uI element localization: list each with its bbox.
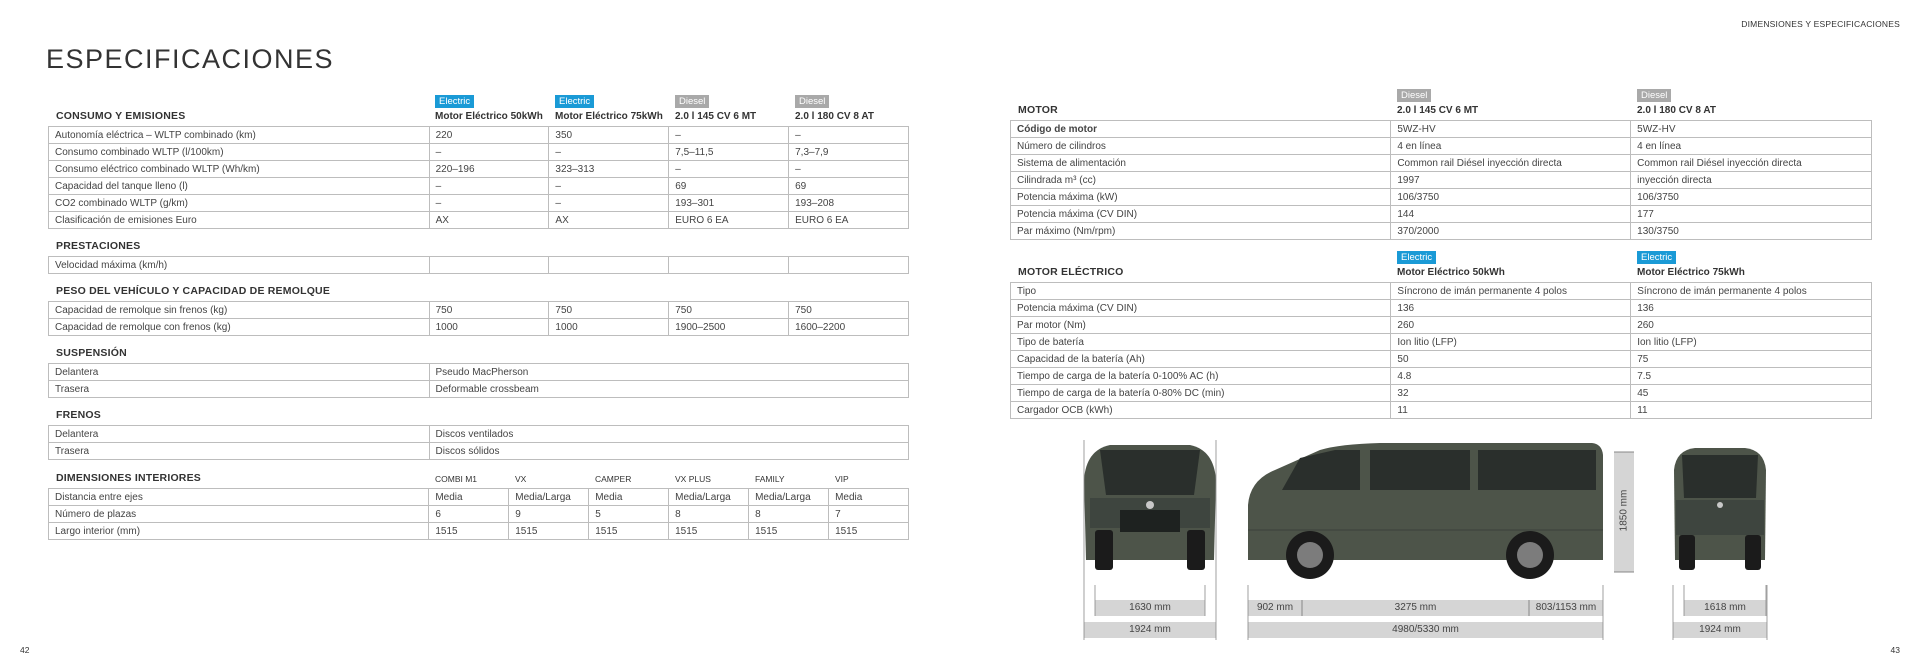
cell-value: 7,5–11,5 [669,144,789,161]
cell-value: – [429,195,549,212]
row-label: Consumo eléctrico combinado WLTP (Wh/km) [49,161,430,178]
table-row [49,523,909,540]
electric-badge: Electric [1397,251,1436,264]
table-row [49,319,909,336]
height-label: 1850 mm [1618,489,1630,532]
prestaciones-header [48,228,909,256]
front-width-label: 1924 mm [1129,624,1171,635]
col-electric-50 [435,95,543,122]
peso-table [48,273,909,336]
cell-value: 50 [1391,351,1631,368]
cell-value: 1900–2500 [669,319,789,336]
cell-value: 1997 [1391,172,1631,189]
cell-value: Síncrono de imán permanente 4 polos [1391,283,1631,300]
cell-value: – [429,144,549,161]
cell-value: AX [429,212,549,229]
cell-value: Deformable crossbeam [429,381,908,398]
table-row [49,144,909,161]
col-label: Motor Eléctrico 50kWh [435,111,543,122]
cell-value: Pseudo MacPherson [429,364,908,381]
cell-value: 750 [549,302,669,319]
row-label: Tipo [1011,283,1391,300]
cell-value: 8 [669,506,749,523]
cell-value: – [549,144,669,161]
row-label: Delantera [49,426,430,443]
row-label: Tipo de batería [1011,334,1391,351]
col-vx: VX [515,474,527,484]
cell-value: 177 [1631,206,1872,223]
rear-width-label: 1924 mm [1699,624,1741,635]
row-label: Trasera [49,381,430,398]
cell-value: 1000 [549,319,669,336]
row-label: Par motor (Nm) [1011,317,1391,334]
row-label: Número de plazas [49,506,429,523]
cell-value: Discos sólidos [429,443,908,460]
cell-value: 1515 [749,523,829,540]
cell-value: 370/2000 [1391,223,1631,240]
cell-value: 69 [669,178,789,195]
col-label: Motor Eléctrico 50kWh [1397,267,1505,278]
table-row [49,257,909,274]
diesel-badge: Diesel [795,95,829,108]
cell-value: inyección directa [1631,172,1872,189]
diesel-badge: Diesel [675,95,709,108]
row-label: Código de motor [1011,121,1391,138]
cell-value: 106/3750 [1631,189,1872,206]
col-label: 2.0 l 145 CV 6 MT [1397,105,1479,116]
row-label: Delantera [49,364,430,381]
cell-value: 5 [589,506,669,523]
col-label: Motor Eléctrico 75kWh [555,111,663,122]
row-label: Trasera [49,443,430,460]
table-row [49,364,909,381]
cell-value: Media [429,489,509,506]
suspension-table [48,335,909,398]
col-label: 2.0 l 145 CV 6 MT [675,111,757,122]
prestaciones-table [48,228,909,274]
row-label: Cargador OCB (kWh) [1011,402,1391,419]
cell-value: 1515 [669,523,749,540]
cell-value: Media/Larga [669,489,749,506]
table-row [49,489,909,506]
col-vxplus: VX PLUS [675,474,711,484]
cell-value: 323–313 [549,161,669,178]
cell-value: 1600–2200 [789,319,909,336]
consumo-header [48,82,909,126]
right-page [960,0,1920,672]
cell-value: 750 [429,302,549,319]
peso-title: PESO DEL VEHÍCULO Y CAPACIDAD DE REMOLQUE [56,285,331,297]
row-label: Clasificación de emisiones Euro [49,212,430,229]
van-side-view [1248,443,1603,579]
cell-value: Discos ventilados [429,426,908,443]
col-label: 2.0 l 180 CV 8 AT [795,111,874,122]
col-label: Motor Eléctrico 75kWh [1637,267,1745,278]
cell-value: 75 [1631,351,1872,368]
cell-value [429,257,549,274]
van-front-view [1084,445,1216,570]
cell-value: 6 [429,506,509,523]
cell-value: 260 [1391,317,1631,334]
row-label: Potencia máxima (CV DIN) [1011,206,1391,223]
frenos-rows [48,425,909,460]
frenos-table [48,397,909,460]
cell-value: 5WZ-HV [1391,121,1631,138]
col-camper: CAMPER [595,474,632,484]
cell-value: 136 [1631,300,1872,317]
front-track-label: 1630 mm [1129,602,1171,613]
interiores-title: DIMENSIONES INTERIORES [56,472,202,484]
table-row [49,195,909,212]
cell-value: 220 [429,127,549,144]
cell-value: 5WZ-HV [1631,121,1872,138]
prestaciones-title: PRESTACIONES [56,240,141,252]
row-label: Capacidad del tanque lleno (l) [49,178,430,195]
cell-value: 193–301 [669,195,789,212]
cell-value: 1515 [429,523,509,540]
table-row [49,302,909,319]
cell-value: Media/Larga [509,489,589,506]
cell-value: – [549,195,669,212]
page-title: ESPECIFICACIONES [46,44,335,74]
cell-value: EURO 6 EA [669,212,789,229]
cell-value: 9 [509,506,589,523]
row-label: Tiempo de carga de la batería 0-80% DC (min) [1011,385,1391,402]
interiores-table [48,460,909,540]
row-label: Capacidad de remolque con frenos (kg) [49,319,430,336]
cell-value: – [789,127,909,144]
row-label: Largo interior (mm) [49,523,429,540]
prestaciones-rows [48,256,909,274]
table-row [49,161,909,178]
cell-value: 136 [1391,300,1631,317]
motor-electrico-title: MOTOR ELÉCTRICO [1018,266,1124,278]
cell-value: 220–196 [429,161,549,178]
table-row [49,426,909,443]
cell-value: AX [549,212,669,229]
cell-value: – [789,161,909,178]
peso-rows [48,301,909,336]
row-label: Potencia máxima (kW) [1011,189,1391,206]
cell-value: 193–208 [789,195,909,212]
cell-value: 11 [1391,402,1631,419]
row-label: Sistema de alimentación [1011,155,1391,172]
table-row [49,127,909,144]
table-row [49,178,909,195]
cell-value: – [669,127,789,144]
col-electric-75 [555,95,663,122]
cell-value: 69 [789,178,909,195]
cell-value: 7 [829,506,909,523]
col-family: FAMILY [755,474,785,484]
cell-value: 7,3–7,9 [789,144,909,161]
electric-badge: Electric [1637,251,1676,264]
suspension-title: SUSPENSIÓN [56,347,127,359]
page-number-left: 42 [20,645,30,655]
interiores-rows [48,488,909,540]
cell-value: 750 [669,302,789,319]
cell-value: Síncrono de imán permanente 4 polos [1631,283,1872,300]
cell-value: Common rail Diésel inyección directa [1631,155,1872,172]
cell-value: 1515 [509,523,589,540]
electric-badge: Electric [435,95,474,108]
cell-value: Media/Larga [749,489,829,506]
row-label: Capacidad de la batería (Ah) [1011,351,1391,368]
cell-value [549,257,669,274]
cell-value: EURO 6 EA [789,212,909,229]
cell-value: 106/3750 [1391,189,1631,206]
cell-value: 1515 [589,523,669,540]
cell-value: – [549,178,669,195]
wheelbase-label: 3275 mm [1394,602,1437,613]
frenos-header [48,397,909,425]
cell-value: Media [829,489,909,506]
col-diesel-180 [795,95,874,122]
rear-track-label: 1618 mm [1704,602,1746,613]
cell-value [669,257,789,274]
diesel-badge: Diesel [1397,89,1431,102]
row-label: Consumo combinado WLTP (l/100km) [49,144,430,161]
row-label: Distancia entre ejes [49,489,429,506]
row-label: Cilindrada m³ (cc) [1011,172,1391,189]
cell-value: Ion litio (LFP) [1391,334,1631,351]
interiores-header [48,460,909,488]
van-rear-view [1674,448,1766,570]
front-overhang-label: 902 mm [1256,602,1294,613]
table-row [49,212,909,229]
cell-value: 1515 [829,523,909,540]
cell-value: 350 [549,127,669,144]
cell-value: 130/3750 [1631,223,1872,240]
electric-badge: Electric [555,95,594,108]
row-label: Potencia máxima (CV DIN) [1011,300,1391,317]
cell-value [789,257,909,274]
col-vip: VIP [835,474,849,484]
cell-value: – [669,161,789,178]
consumo-table [48,82,909,229]
vehicle-dimensions-drawing [960,0,1920,672]
rear-overhang-label: 803/1153 mm [1535,602,1597,613]
consumo-rows [48,126,909,229]
row-label: Capacidad de remolque sin frenos (kg) [49,302,430,319]
cell-value: 4.8 [1391,368,1631,385]
length-label: 4980/5330 mm [1392,624,1459,635]
suspension-header [48,335,909,363]
cell-value: 1000 [429,319,549,336]
col-combi: COMBI M1 [435,474,478,484]
cell-value: Ion litio (LFP) [1631,334,1872,351]
row-label: Autonomía eléctrica – WLTP combinado (km) [49,127,430,144]
cell-value: Media [589,489,669,506]
cell-value: 260 [1631,317,1872,334]
col-label: 2.0 l 180 CV 8 AT [1637,105,1716,116]
cell-value: 8 [749,506,829,523]
cell-value: – [429,178,549,195]
cell-value: 4 en línea [1631,138,1872,155]
cell-value: 45 [1631,385,1872,402]
frenos-title: FRENOS [56,409,101,421]
cell-value: 750 [789,302,909,319]
row-label: CO2 combinado WLTP (g/km) [49,195,430,212]
cell-value: 144 [1391,206,1631,223]
cell-value: 32 [1391,385,1631,402]
table-row [49,381,909,398]
page-number-right: 43 [1890,645,1900,655]
cell-value: Common rail Diésel inyección directa [1391,155,1631,172]
col-diesel-145 [675,95,756,122]
cell-value: 4 en línea [1391,138,1631,155]
consumo-title: CONSUMO Y EMISIONES [56,110,186,122]
diesel-badge: Diesel [1637,89,1671,102]
row-label: Tiempo de carga de la batería 0-100% AC (h) [1011,368,1391,385]
page-header: DIMENSIONES Y ESPECIFICACIONES [1741,19,1900,29]
row-label: Par máximo (Nm/rpm) [1011,223,1391,240]
suspension-rows [48,363,909,398]
cell-value: 11 [1631,402,1872,419]
cell-value: 7.5 [1631,368,1872,385]
row-label: Velocidad máxima (km/h) [49,257,430,274]
table-row [49,443,909,460]
motor-title: MOTOR [1018,104,1058,116]
peso-header [48,273,909,301]
row-label: Número de cilindros [1011,138,1391,155]
table-row [49,506,909,523]
